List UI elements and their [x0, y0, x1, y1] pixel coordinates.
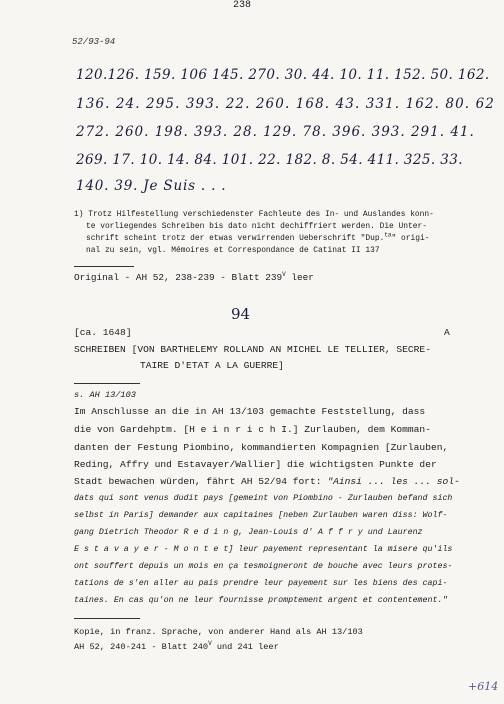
divider	[74, 383, 140, 384]
body-text-normal: Stadt bewachen würden, fährt AH 52/94 fort:	[74, 476, 328, 487]
footnote-text: " origi-	[391, 234, 430, 243]
cipher-line: 120.126. 159. 106 145. 270. 30. 44. 10. 11. 152. 50. 162.	[76, 67, 490, 83]
footnote-line: nal zu sein, vgl. Mémoires et Correspondance de Catinat II 137	[86, 246, 380, 255]
footnote-line: 1) Trotz Hilfestellung verschiedenster Fachleute des In- und Auslandes konn-	[74, 210, 434, 219]
heading-line: TAIRE D'ETAT A LA GUERRE]	[140, 360, 284, 371]
footnote-line	[86, 233, 429, 245]
body-line: danten der Festung Piombino, kommandierten Kompagnien [Zurlauben,	[74, 442, 449, 453]
copy-note-after: und 241 leer	[211, 642, 279, 652]
handwritten-number: 94	[231, 305, 251, 323]
original-superscript: V	[282, 270, 286, 278]
document-marker: A	[444, 327, 450, 338]
body-line: E s t a v a y e r - M o n t e t] leur payement representant la misere qu'ils	[74, 545, 453, 554]
divider	[74, 618, 140, 619]
body-line: gang Dietrich Theodor R e d i n g, Jean-Louis d' A f f r y und Laurenz	[74, 528, 423, 537]
footnote-superscript: ta	[384, 231, 392, 239]
copy-note-line: Kopie, in franz. Sprache, von anderer Hand als AH 13/103	[74, 627, 363, 637]
body-line: taines. En cas qu'on ne leur fournisse promptement argent et contentement."	[74, 596, 448, 605]
original-text: Original - AH 52, 238-239 - Blatt 239	[74, 272, 283, 283]
footnote-text: schrift scheint trotz der etwas verwirrenden Ueberschrift "Dup.	[86, 234, 385, 243]
body-line: Reding, Affry und Estavayer/Wallier] die wichtigsten Punkte der	[74, 459, 437, 470]
cipher-line: 269. 17. 10. 14. 84. 101. 22. 182. 8. 54. 411. 325. 33.	[76, 152, 463, 168]
corner-mark: +614	[468, 680, 499, 693]
cipher-line: 136. 24. 295. 393. 22. 260. 168. 43. 331. 162. 80. 62	[76, 96, 495, 112]
copy-note-superscript: V	[208, 640, 212, 648]
body-line: Im Anschlusse an die in AH 13/103 gemachte Feststellung, dass	[74, 406, 426, 417]
divider	[74, 266, 134, 267]
original-after: leer	[285, 272, 314, 283]
date-line: [ca. 1648]	[74, 327, 132, 338]
page-number: 238	[233, 0, 252, 11]
copy-note-text: AH 52, 240-241 - Blatt 240	[74, 642, 209, 652]
cipher-line: 272. 260. 198. 393. 28. 129. 78. 396. 393. 291. 41.	[76, 124, 475, 140]
heading-line: SCHREIBEN [VON BARTHELEMY ROLLAND AN MICHEL LE TELLIER, SECRE-	[74, 344, 431, 355]
body-line: ont souffert depuis un mois en ça tesmoigneront de bouche avec leurs protes-	[74, 562, 453, 571]
body-quote: "Ainsi ... les ... sol-	[327, 476, 460, 487]
body-line: dats qui sont venus dudit pays [gemeint von Piombino - Zurlauben befand sich	[74, 494, 453, 503]
footnote-line: te vorliegendes Schreiben bis dato nicht dechiffriert werden. Die Unter-	[86, 222, 427, 231]
see-reference: s. AH 13/103	[74, 390, 136, 400]
body-line	[74, 474, 460, 490]
cipher-line: 140. 39. Je Suis . . .	[76, 178, 227, 194]
body-line: tations de s'en aller au pais prendre leur payement sur les biens des capi-	[74, 579, 448, 588]
archive-reference: 52/93-94	[72, 37, 116, 47]
original-line	[74, 270, 314, 286]
body-line: die von Gardehptm. [H e i n r i c h I.] Zurlauben, dem Komman-	[74, 424, 431, 435]
copy-note-line	[74, 639, 279, 655]
body-line: selbst in Paris] demander aux capitaines [neben Zurlauben waren diss: Wolf-	[74, 511, 448, 520]
